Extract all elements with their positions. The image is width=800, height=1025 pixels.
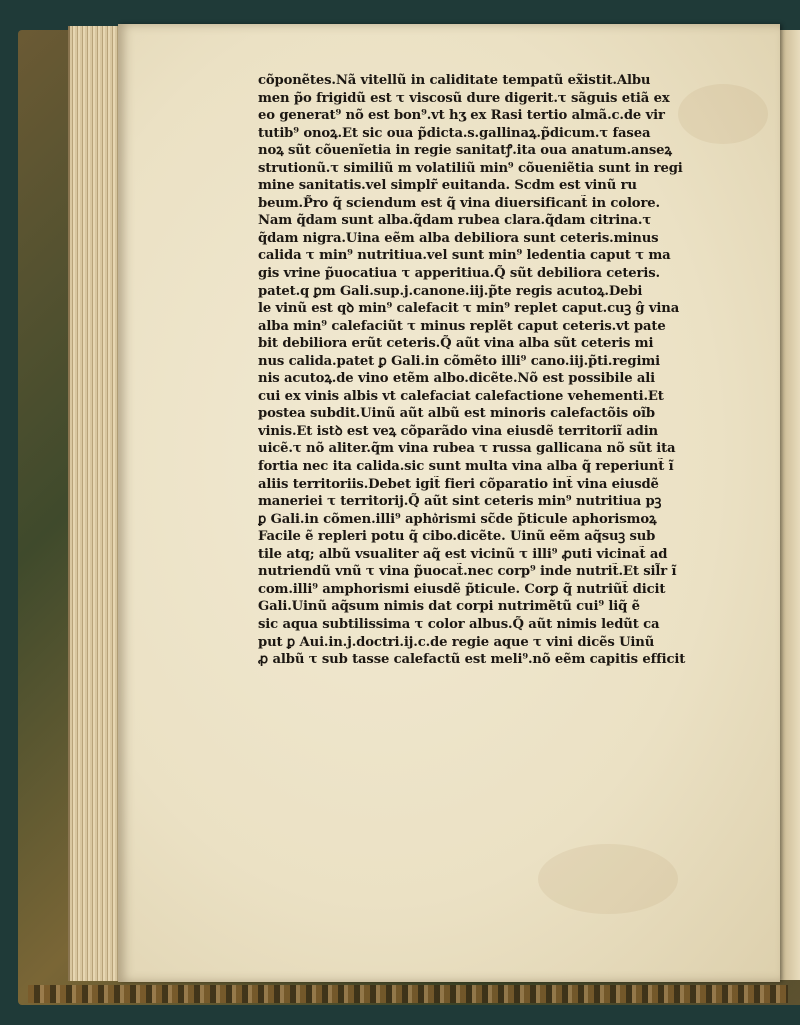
text-line: uicẽ.τ nõ aliter.q̃m vina rubea τ russa gallicana nõ sũt ita [258,441,676,457]
text-line: nis acutoꝝ.de vino etẽm albo.dicẽte.Nõ est possibile ali [258,371,655,387]
text-line: Facile ẽ repleri potu q̃ cibo.dicẽte. Uinũ eẽm aq̃suꝫ sub [258,529,656,545]
text-line: Gali.Uinũ aq̃sum nimis dat corpi nutrimẽtũ cui⁹ liq̃ ẽ [258,599,640,615]
printed-text-block [258,72,770,669]
text-line: ꝑ Gali.in cõmen.illi⁹ apho͛rismi sc̃de p̃ticule aphorismoꝝ [258,511,657,527]
text-line: com.illi⁹ amphorismi eiusdẽ p̃ticule. Corꝑ q̃ nutriũt̃ dicit [258,581,666,597]
facing-page-edge [780,30,800,980]
text-line: noꝝ sũt cõuenĩetia in regie sanitatꝭ.ita oua anatum.anseꝝ [258,143,672,159]
text-line: sic aqua subtilissima τ color albus.Q̃ aũt nimis ledũt ca [258,616,660,632]
text-line: le vinũ est qꝺ min⁹ calefacit τ min⁹ replet caput.cuꝫ ĝ vina [258,301,680,317]
text-line: alba min⁹ calefaciũt τ minus replẽt caput ceteris.vt pate [258,318,666,334]
text-line: q̃dam nigra.Uina eẽm alba debiliora sunt ceteris.minus [258,230,659,246]
text-line: cui ex vinis albis vt calefaciat calefactione vehementi.Et [258,388,664,404]
text-line: patet.q ꝑm Gali.sup.j.canone.iij.p̃te regis acutoꝝ.Debi [258,283,643,299]
text-line: tutib⁹ onoꝝ.Et sic oua p̃dicta.s.gallinaꝝ.p̃dicum.τ fasea [258,125,651,141]
text-line: maneriei τ territorij.Q̃ aũt sint ceteris min⁹ nutritiua pꝫ [258,494,662,510]
text-line: postea subdit.Uinũ aũt albũ est minoris calefactõis oĩb [258,406,655,422]
page-stain [538,844,678,914]
text-line: nutriendũ vnũ τ vina p̃uocat̃.nec corp⁹ inde nutrit̃.Et sil̃r ĩ [258,564,677,580]
text-line: eo generat⁹ nõ est bon⁹.vt hʒ ex Rasi tertio almã.c.de vir [258,108,665,124]
text-line: cõponẽtes.Nã vitellũ in caliditate tempatũ ex̃istit.Albu [258,73,651,88]
text-line: Nam q̃dam sunt alba.q̃dam rubea clara.q̃dam citrina.τ [258,213,652,229]
text-line: strutionũ.τ similiũ m volatiliũ min⁹ cõueniẽtia sunt in regi [258,160,683,176]
text-line: ꝓ albũ τ sub tasse calefactũ est meli⁹.nõ eẽm capitis efficit [258,652,686,668]
text-line: mine sanitatis.vel simplr̃ euitanda. Scdm est vinũ ru [258,178,637,194]
text-line: calida τ min⁹ nutritiua.vel sunt min⁹ ledentia caput τ ma [258,248,671,264]
text-line: gis vrine p̃uocatiua τ apperitiua.Q̃ sũt debiliora ceteris. [258,266,660,282]
text-line: men p̃o frigidũ est τ viscosũ dure digerit.τ sãguis etiã ex [258,90,670,106]
text-line: aliis territoriis.Debet igit̃ fieri cõparatio int̃ vina eiusdẽ [258,476,659,492]
text-line: nus calida.patet ꝑ Gali.in cõmẽto illi⁹ cano.iij.p̃ti.regimi [258,353,660,369]
text-line: tile atq; albũ vsualiter aq̃ est vicinũ τ illi⁹ ꝓuti vicinat̃ ad [258,546,668,562]
text-line: put ꝑ Aui.in.j.doctri.ij.c.de regie aque τ vini dicẽs Uinũ [258,634,655,650]
marbled-page-edge [28,985,788,1003]
text-line: beum.P̃ro q̃ sciendum est q̃ vina diuersificant̃ in colore. [258,195,660,211]
text-line: fortia nec ita calida.sic sunt multa vina alba q̃ reperiunt̃ ĩ [258,459,674,475]
text-line: bit debiliora erũt ceteris.Q̃ aũt vina alba sũt ceteris mi [258,336,654,352]
text-line: vinis.Et istꝺ est veꝝ cõparãdo vina eiusdẽ territoriĩ adin [258,423,659,439]
